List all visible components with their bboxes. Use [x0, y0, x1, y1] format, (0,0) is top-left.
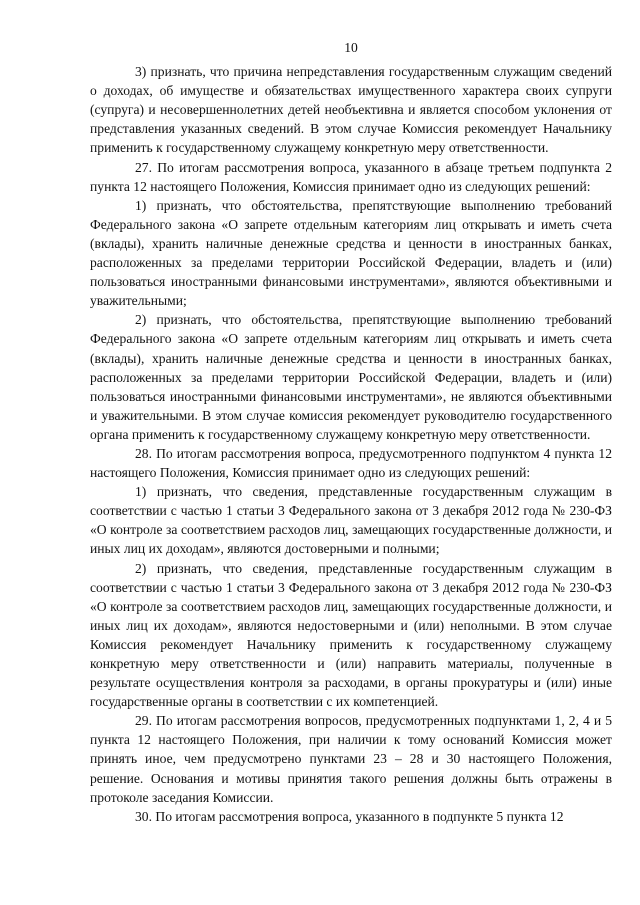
paragraph-27: 27. По итогам рассмотрения вопроса, указанного в абзаце третьем подпункта 2 пункта 12 настоящего Положения, Комиссия принимает одно из следующих решений:	[90, 159, 612, 194]
document-page	[90, 38, 612, 826]
paragraph-28-item-1: 1) признать, что сведения, представленные государственным служащим в соответствии с частью 1 статьи 3 Федерального закона от 3 декабря 2012 года № 230-ФЗ «О контроле за соответствием расходов лиц, замещающих государственные должности, и иных лиц их доходам», являются достоверными и полными;	[90, 484, 612, 557]
paragraph-27-item-2: 2) признать, что обстоятельства, препятствующие выполнению требований Федерального закона «О запрете отдельным категориям лиц открывать и иметь счета (вклады), хранить наличные денежные средства и ценности в иностранных банках, расположенных за пределами территории Российской Федерации, владеть и (или) пользоваться иностранными финансовыми инструментами», не являются объективными и уважительными. В этом случае комиссия рекомендует руководителю государственного органа применить к государственному служащему конкретную меру ответственности.	[90, 312, 612, 442]
paragraph-28: 28. По итогам рассмотрения вопроса, предусмотренного подпунктом 4 пункта 12 настоящего Положения, Комиссия принимает одно из следующих решений:	[90, 445, 612, 481]
paragraph-26-item-3: 3) признать, что причина непредставления государственным служащим сведений о доходах, об имуществе и обязательствах имущественного характера своих супруги (супруга) и несовершеннолетних детей необъективна и является способом уклонения от представления указанных сведений. В этом случае Комиссия рекомендует Начальнику применить к государственному служащему конкретную меру ответственности.	[90, 64, 612, 156]
paragraph-29: 29. По итогам рассмотрения вопросов, предусмотренных подпунктами 1, 2, 4 и 5 пункта 12 настоящего Положения, при наличии к тому оснований Комиссия может принять иное, чем предусмотрено пунктами 23 – 28 и 30 настоящего Положения, решение. Основания и мотивы принятия такого решения должны быть отражены в протоколе заседания Комиссии.	[90, 713, 612, 805]
paragraph-28-item-2: 2) признать, что сведения, представленные государственным служащим в соответствии с частью 1 статьи 3 Федерального закона от 3 декабря 2012 года № 230-ФЗ «О контроле за соответствием расходов лиц, замещающих государственные должности, и иных лиц их доходам», являются недостоверными и (или) неполными. В этом случае Комиссия рекомендует Начальнику применить к государственному служащему конкретную меру ответственности и (или) направить материалы, полученные в результате осуществления контроля за расходами, в органы прокуратуры и (или) иные государственные органы в соответствии с их компетенцией.	[90, 560, 612, 710]
paragraph-27-item-1: 1) признать, что обстоятельства, препятствующие выполнению требований Федерального закона «О запрете отдельным категориям лиц открывать и иметь счета (вклады), хранить наличные денежные средства и ценности в иностранных банках, расположенных за пределами территории Российской Федерации, владеть и (или) пользоваться иностранными финансовыми инструментами», являются объективными и уважительными;	[90, 197, 612, 309]
paragraph-30: 30. По итогам рассмотрения вопроса, указанного в подпункте 5 пункта 12	[135, 808, 564, 824]
page-number: 10	[344, 40, 358, 55]
